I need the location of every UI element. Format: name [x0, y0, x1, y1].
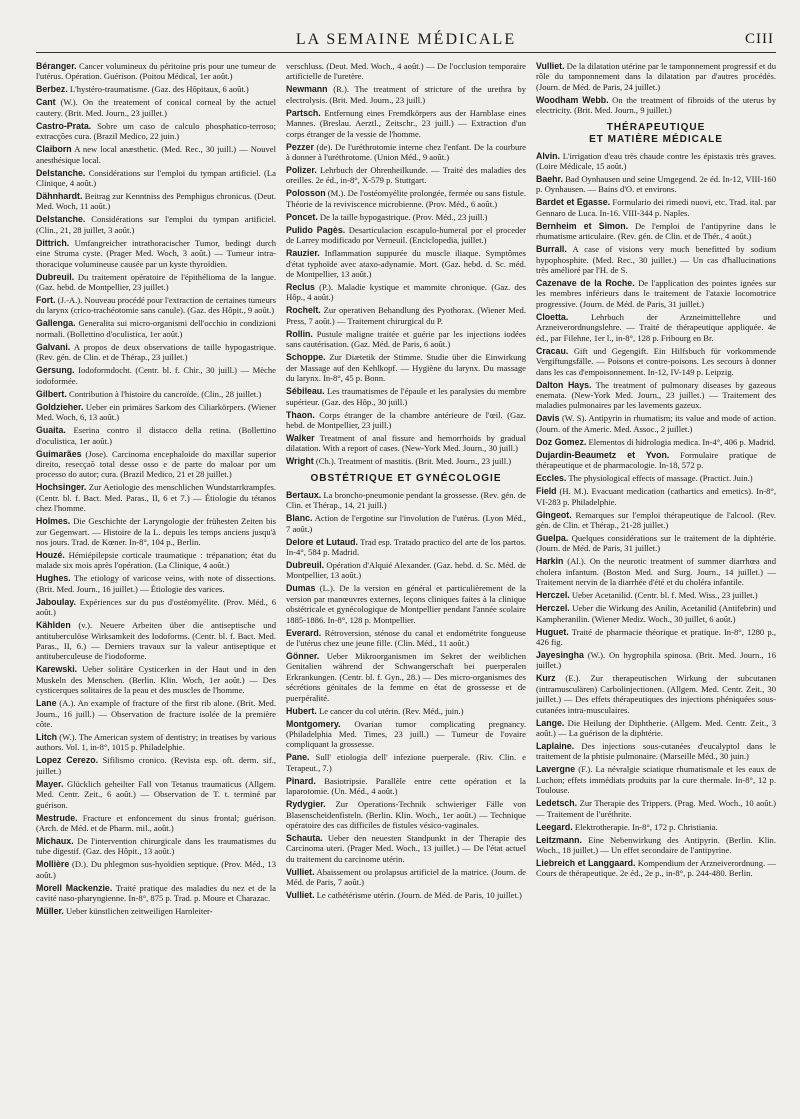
entry-text: Ovarian tumor complicating pregnancy. (Philadelphia Med. Times, 23 juill.) — Tumeur de l'ovaire compliquant la grossesse. [286, 718, 526, 750]
bibliography-entry [36, 859, 276, 880]
author-name: Houzé. [36, 549, 65, 560]
entry-text: Fracture et enfoncement du sinus frontal; guérison. (Arch. de Méd. et de Pharm. mil., août.) [36, 812, 276, 834]
entry-text: (v.). Neuere Arbeiten über die antiseptische und antituberculöse Wirksamkeit des Iodoforms. (Centr. bl. f. Bact. Med. Paras., II, 6.) — Derniers travaux sur la valeur antiseptique et antituberculeuse de l'iodoforme. [36, 620, 276, 662]
author-name: Leegard. [536, 821, 573, 832]
section-heading: OBSTÉTRIQUE ET GYNÉCOLOGIE [310, 472, 502, 484]
author-name: Litch [36, 732, 58, 742]
bibliography-entry [536, 718, 776, 739]
entry-text: (P.). Maladie kystique et mammite chronique. (Gaz. des Hôp., 4 août.) [286, 282, 526, 303]
entry-text: Kompendium der Arzneiverordnung. — Cours de thérapeutique. 2e éd., 2e p., in-8°, p. 244-480. Berlin. [536, 858, 776, 879]
bibliography-entry [286, 833, 526, 864]
entry-text: (W.). On hygrophila spinosa. (Brit. Med. Journ., 16 juillet.) [536, 649, 776, 671]
entry-text: Contribution à l'histoire du cancroïde. (Clin., 28 juillet.) [66, 388, 262, 399]
author-name: Harkin [536, 556, 564, 567]
bibliography-entry [286, 433, 526, 454]
author-name: Ledetsch. [536, 798, 578, 809]
entry-text: (W.). The American system of dentistry; in treatises by various authors. Vol. 1, in-8°, 1015 p. Philadelphie. [36, 732, 276, 753]
entry-text: Sull' etiologia dell' infezione puerperale. (Riv. Clin. e Terapeut., 7.) [286, 752, 526, 773]
entry-text: Elektrotherapie. In-8°, 172 p. Christiania. [572, 821, 718, 832]
bibliography-entry [286, 142, 526, 163]
entry-text: Considérations sur l'emploi du tympan artificiel. (La Clinique, 4 août.) [36, 167, 276, 189]
entry-text: Desarticulacion escapulo-humeral por el proceder de Larrey modificado por Verneuil. (Enciclopedia, juillet.) [286, 224, 526, 246]
bibliography-entry [286, 282, 526, 303]
author-name: Galvani. [36, 341, 71, 352]
author-name: Gönner. [286, 650, 320, 661]
entry-text: L'hystéro-traumatisme. (Gaz. des Hôpitaux, 6 août.) [67, 84, 249, 95]
entry-text: (W.). On the treatement of conical corneal by the actuel cautery. (Brit. Med. Journ., 23 juillet.) [36, 97, 276, 118]
page-number: CIII [745, 31, 774, 47]
bibliography-entry [536, 741, 776, 762]
author-name: Burrall. [536, 244, 567, 255]
bibliography-entry [286, 706, 526, 716]
author-name: Kurz [536, 673, 556, 684]
author-name: Dujardin-Beaumetz et Yvon. [536, 449, 670, 460]
bibliography-entry [536, 486, 776, 507]
bibliography-entry [286, 583, 526, 625]
bibliography-entry [536, 197, 776, 218]
bibliography-entry [536, 174, 776, 195]
entry-text: (E.). Zur therapeutischen Wirkung der subcutanen (intramusculären) Carbolinjectionen. (Allgem. Med. Centr. Zeit., 30 juillet.) — Des effets thérapeutiques des injections phéniquées sous-cutanées intra-musculaires. [536, 673, 776, 715]
author-name: Newmann [286, 84, 328, 95]
bibliography-entry [36, 779, 276, 810]
author-name: Rauzier. [286, 248, 320, 259]
author-name: Blanc. [286, 513, 313, 524]
author-name: Delore et Lutaud. [286, 536, 358, 547]
bibliography-entry [36, 732, 276, 753]
entry-text: De l'emploi de l'antipyrine dans le rhumatisme articulaire. (Rev. gén. de Clin. et de Thér., 4 août.) [536, 220, 776, 242]
entry-text: Ueber den neuesten Standpunkt in der Therapie des Carcinoma uteri. (Prager Med. Woch., 13 juillet.) — De l'état actuel du traitement du carcinome utérin. [286, 833, 526, 864]
entry-text: Die Geschichte der Laryngologie der frühesten Zeiten bis zur Gegenwart. — Histoire de la L. depuis les temps anciens jusqu'à nos jours. Trad. de Kœner. In-8°, 104 p., Berlin. [36, 516, 276, 547]
bibliography-entry [36, 272, 276, 293]
author-name: Cloetta. [536, 311, 569, 322]
entry-text: (H. M.). Evacuant medication (cathartics and emetics). In-8°, VI-283 p. Philadelphie. [536, 486, 776, 507]
author-name: Gilbert. [36, 388, 67, 399]
author-name: Morell Mackenzie. [36, 882, 113, 893]
column-middle [286, 61, 526, 1101]
author-name: Thaon. [286, 409, 315, 420]
entry-text: Trad esp. Tratado practico del arte de los partos. In-4°, 584 p. Madrid. [286, 536, 526, 557]
entry-text: Pustule maligne traitée et guérie par les injections iodées sans cautérisation. (Gaz. Méd. de Paris, 6 août.) [286, 328, 526, 350]
column-right [536, 61, 776, 1101]
author-name: Poncet. [286, 211, 318, 222]
author-name: Schauta. [286, 833, 323, 844]
entry-text: Umfangreicher intrathoracischer Tumor, bedingt durch eine Struma cyste. (Prager Med. Woch, 3 août.) — Tumeur intra-thoracique volumineuse causée par un kyste thyroïdien. [36, 237, 276, 269]
entry-text: (de). De l'uréthrotomie interne chez l'enfant. De la courbure à donner à l'uréthrotome. (Union Méd., 9 août.) [286, 141, 526, 163]
bibliography-entry [36, 573, 276, 594]
entry-text: Action de l'ergotine sur l'involution de l'utérus. (Lyon Méd., 7 août.) [286, 513, 526, 534]
entry-text: Hémiépilepsie corticale traumatique : trépanation; état du malade six mois après l'opération. (La Clinique, 4 août.) [36, 549, 276, 571]
entry-text: Rétroversion, sténose du canal et endométrite fongueuse de l'utérus chez une jeune fille. (Clin. Méd., 11 août.) [286, 627, 526, 648]
bibliography-entry [36, 402, 276, 423]
entry-text: On the treatment of fibroids of the uterus by electricity. (Brit. Med. Journ., 9 juillet.) [536, 94, 776, 116]
author-name: Cracau. [536, 345, 569, 356]
bibliography-entry [536, 278, 776, 309]
bibliography-entry [286, 212, 526, 222]
bibliography-entry [286, 799, 526, 830]
bibliography-entry [286, 776, 526, 797]
bibliography-entry [36, 664, 276, 695]
author-name: Herczel. [536, 603, 570, 614]
entry-text: Glücklich geheilter Fall von Tetanus traumaticus (Allgem. Med. Centr. Zeit., 6 août.) — Observation de T. t. terminé par guérison. [36, 778, 276, 810]
author-name: Claiborn [36, 144, 72, 155]
bibliography-entry [536, 95, 776, 116]
author-name: Lange. [536, 717, 565, 728]
entry-text: Considérations sur l'emploi du tympan artificiel. (Clin., 21, 28 juillet, 3 août.) [36, 214, 276, 235]
author-name: Bertaux. [286, 489, 322, 500]
bibliography-entry [536, 346, 776, 377]
bibliography-entry [536, 450, 776, 471]
bibliography-entry [536, 764, 776, 795]
author-name: Castro-Prata. [36, 120, 92, 131]
author-name: Woodham Webb. [536, 94, 609, 105]
bibliography-entry [36, 389, 276, 399]
bibliography-entry [286, 84, 526, 105]
entry-text: (D.). Du phlegmon sus-hyoïdien septique. (Prov. Méd., 13 août.) [36, 859, 276, 880]
bibliography-entry [36, 550, 276, 571]
bibliography-entry [536, 221, 776, 242]
author-name: Rollin. [286, 328, 313, 339]
bibliography-entry [286, 248, 526, 279]
author-name: Holmes. [36, 516, 71, 527]
bibliography-entry [286, 61, 526, 82]
bibliography-entry [536, 510, 776, 531]
author-name: Field [536, 486, 557, 497]
bibliography-entry [36, 365, 276, 386]
entry-text: A new local anæsthetic. (Med. Rec., 30 juill.) — Nouvel anesthésique local. [36, 144, 276, 165]
bibliography-entry [536, 151, 776, 172]
author-name: Everard. [286, 627, 322, 638]
bibliography-entry [36, 425, 276, 446]
bibliography-entry [286, 490, 526, 511]
bibliography-entry [286, 537, 526, 558]
bibliography-entry [536, 413, 776, 434]
bibliography-entry [36, 97, 276, 118]
author-name: Vulliet. [286, 866, 315, 877]
author-name: Partsch. [286, 107, 321, 118]
author-name: Dubreuil. [36, 271, 75, 282]
bibliography-entry [36, 620, 276, 662]
bibliography-entry [36, 698, 276, 729]
bibliography-entry [286, 225, 526, 246]
author-name: Guelpa. [536, 532, 569, 543]
entry-text: Ueber solitäre Cysticerken in der Haut und in den Muskeln des Menschen. (Berlin. Klin. Woch, 1er août.) — Des cysticerques solitaires de la peau et des muscles de l'homme. [36, 664, 276, 696]
bibliography-entry [36, 61, 276, 82]
bibliography-entry [536, 627, 776, 648]
entry-text: La broncho-pneumonie pendant la grossesse. (Rev. gén. de Clin. et Thérap., 14, 21 juill.) [286, 489, 526, 511]
author-name: Mollière [36, 859, 70, 870]
entry-text: (W. S). Antipyrin in rhumatism; its value and mode of action. (Journ. of the Americ. Med. Assoc., 2 juillet.) [536, 413, 776, 434]
author-name: Montgomery. [286, 718, 341, 729]
bibliography-entry [286, 719, 526, 750]
bibliography-entry [36, 836, 276, 857]
entry-text: Traité pratique des maladies du nez et de la cavité naso-pharyngienne. In-8°, 875 p. Trad. p. Moure et Charazac. [36, 882, 276, 904]
entry-text: Sobre um caso de calculo phosphatico-terroso; extracções cura. (Brazil Medico, 22 juin.) [36, 120, 276, 142]
bibliography-entry [286, 188, 526, 209]
entry-text: Elementos di hidrologia medica. In-4°, 406 p. Madrid. [586, 436, 776, 447]
author-name: Liebreich et Langgaard. [536, 858, 636, 869]
author-name: Cazenave de la Roche. [536, 278, 635, 289]
author-name: Delstanche. [36, 167, 86, 178]
entry-text: Beitrag zur Kenntniss des Pemphigus chronicus. (Deut. Med. Woch, 11 août.) [36, 191, 276, 212]
author-name: Laplaine. [536, 741, 575, 751]
entry-text: Bad Oynhausen und seine Umgegend. 2e éd. In-12, VIII-160 p. Oynhausen. — Bains d'O. et environs. [536, 174, 776, 195]
bibliography-entry [36, 238, 276, 269]
journal-title: LA SEMAINE MÉDICALE [295, 31, 517, 48]
entry-text: Ueber Acetanilid. (Centr. bl. f. Med. Wiss., 23 juillet.) [569, 590, 758, 601]
entry-text: Formulaire pratique de thérapeutique et de pharmacologie. In-18, 572 p. [536, 449, 776, 471]
entry-text: (A.). An example of fracture of the first rib alone. (Brit. Med. Journ., 16 juill.) — Observation de fracture isolée de la première côte. [36, 698, 276, 729]
bibliography-entry [536, 473, 776, 483]
author-name: Mayer. [36, 778, 64, 789]
bibliography-entry [286, 867, 526, 888]
bibliography-entry [286, 752, 526, 773]
bibliography-entry [536, 437, 776, 447]
author-name: Dubreuil. [286, 559, 325, 570]
bibliography-entry [36, 295, 276, 316]
entry-text: (F.). La névralgie sciatique rhumatismale et les eaux de Luchon; effets immédiats produits par la cure thermale. In-8°, 12 p. Toulouse. [536, 764, 776, 796]
entry-text: Expériences sur du pus d'ostéomyélite. (Prov. Méd., 6 août.) [36, 596, 276, 618]
bibliography-entry [536, 835, 776, 856]
author-name: Eccles. [536, 473, 567, 484]
entry-text: Basiotripsie. Parallèle entre cette opération et la laparotomie. (Un. Méd., 4 août.) [286, 775, 526, 797]
author-name: Schoppe. [286, 352, 326, 363]
bibliography-entry [36, 813, 276, 834]
author-name: Dalton Hays. [536, 379, 592, 390]
bibliography-entry [536, 650, 776, 671]
bibliography-entry [36, 214, 276, 235]
author-name: Bardet et Egasse. [536, 197, 611, 208]
entry-text: Du traitement opératoire de l'épithélioma de la langue. (Gaz. hebd. de Montpellier, 23 juillet.) [36, 271, 276, 293]
author-name: Polizer. [286, 165, 317, 176]
author-name: Gallenga. [36, 318, 76, 329]
entry-text: Eine Nebenwirkung des Antipyrin. (Berlin. Klin. Woch., 18 juillet.) — Un effet secondaire de l'antipyrine. [536, 834, 776, 856]
author-name: Jayesingha [536, 649, 584, 660]
bibliography-entry [536, 556, 776, 587]
entry-text: (Al.). On the neurotic treatment of summer diarrhœa and cholera infantum. (Boston Med. and Surg. Journ., 14 juillet.) — Traitement nervin de la diarrhée d'été et du choléra infantile. [536, 556, 776, 588]
author-name: Hughes. [36, 573, 71, 584]
bibliography-entry [536, 533, 776, 554]
author-name: Karewski. [36, 664, 78, 675]
bibliography-entry [286, 329, 526, 350]
bibliography-entry [36, 191, 276, 212]
bibliography-entry [536, 312, 776, 343]
entry-text: Abaissement ou prolapsus artificiel de la matrice. (Journ. de Méd. de Paris, 7 août.) [286, 866, 526, 888]
author-name: Wright [286, 456, 314, 467]
entry-text: Entfernung eines Fremdkörpers aus der Harnblase eines Mannes. (Breslau. Aerztl., Zeitschr., 23 juill.) — Extraction d'un corps étranger de la vessie de l'homme. [286, 107, 526, 139]
bibliography-entry [536, 858, 776, 879]
author-name: Müller. [36, 906, 64, 917]
author-name: Dittrich. [36, 237, 70, 248]
bibliography-entry [36, 755, 276, 776]
author-name: Guimarães [36, 448, 82, 459]
author-name: Pinard. [286, 775, 316, 786]
author-name: Jaboulay. [36, 596, 76, 607]
author-name: Michaux. [36, 836, 74, 847]
author-name: Huguet. [536, 626, 569, 637]
entry-text: verschluss. (Deut. Med. Woch., 4 août.) — De l'occlusion temporaire artificielle de l'uretère. [286, 61, 526, 82]
entry-text: Ueber Mikroorganismen im Sekret der weiblichen Genitalien während der Schwangerschaft bei puerperalen Erkrankungen. (Centr. bl. f. Gyn., 28.) — Des micro-organismes des sécrétions génitales de la femme en état de grossesse et de puerpéralité. [286, 650, 526, 703]
entry-text: Gift und Gegengift. Ein Hilfsbuch für vorkommende Vergiftungsfälle. — Poisons et contre-poisons. Les secours à donner dans les cas d'empoisonnement. In-12, IV-149 p. Leipzig. [536, 345, 776, 377]
bibliography-entry [536, 590, 776, 600]
author-name: Fort. [36, 295, 56, 306]
entry-text: Die Heilung der Diphtherie. (Allgem. Med. Centr. Zeit., 3 août.) — La guérison de la diphtérie. [536, 717, 776, 738]
author-name: Herczel. [536, 590, 570, 601]
author-name: Béranger. [36, 61, 77, 71]
bibliography-entry [286, 410, 526, 431]
author-name: Hubert. [286, 705, 317, 716]
entry-text: Zur Therapie des Trippers. (Prag. Med. Woch., 10 août.) — Traitement de l'uréthrite. [536, 798, 776, 819]
entry-text: De la dilatation utérine par le tamponnement progressif et du rôle du tamponnement dans la dilatation par d'autres procédés. (Journ. de Méd. de Paris, 24 juillet.) [536, 61, 776, 92]
bibliography-entry [286, 513, 526, 534]
author-name: Berbez. [36, 84, 68, 95]
bibliography-entry [286, 456, 526, 466]
author-name: Goldzieher. [36, 401, 84, 412]
entry-text: Iodoformdocht. (Centr. bl. f. Chir., 30 juill.) — Mèche iodoformée. [36, 365, 276, 386]
entry-text: Formulario dei rimedi nuovi, etc. Trad. ital. par Gennaro de Luca. In-16. VIII-344 p. Naples. [536, 197, 776, 218]
author-name: Rydygier. [286, 799, 326, 810]
author-name: Kählden [36, 620, 71, 631]
bibliography-entry [36, 318, 276, 339]
entry-text: Zur Operations-Technik schwieriger Fälle von Blasenscheidenfisteln. (Berlin. Klin. Woch., 1er août.) — Technique opératoire des cas difficiles de fistules vésico-vaginales. [286, 799, 526, 831]
entry-text: De l'application des pointes ignées sur les membres inférieurs dans le traitement de l'ataxie locomotrice progressive. (Journ. de Méd. de Paris, 31 juillet.) [536, 278, 776, 309]
author-name: Vulliet. [536, 61, 565, 71]
author-name: Rochelt. [286, 305, 321, 316]
bibliography-entry [36, 168, 276, 189]
author-name: Leitzmann. [536, 834, 582, 845]
entry-text: L'irrigation d'eau très chaude contre les épistaxis très graves. (Loire Médicale, 15 août.) [536, 150, 776, 172]
entry-text: Inflammation suppurée du muscle iliaque. Symptômes d'état typhoïde avec ataxo-adynamie. Mort. (Gaz. hebd. d. Sc. méd. de Montpellier, 13 août.) [286, 248, 526, 280]
author-name: Hochsinger. [36, 482, 87, 493]
bibliography-entry [286, 165, 526, 186]
bibliography-entry [36, 342, 276, 363]
entry-text: Remarques sur l'emploi thérapeutique de l'alcool. (Rev. gén. de Clin. et Thérap., 21-28 juillet.) [536, 509, 776, 530]
entry-text: (Jose). Carcinoma encephaloide do maxillar superior direito, resecçaõ total desse osso e de parte do maloar por um processo do autor; cura. (Brazil Medico, 21 et 28 juillet.) [36, 448, 276, 480]
bibliography-entry [286, 628, 526, 649]
bibliography-entry [36, 906, 276, 916]
author-name: Cant [36, 97, 56, 108]
author-name: Pulido Pagès. [286, 224, 346, 235]
author-name: Bernheim et Simon. [536, 220, 629, 231]
entry-text: (M.). De l'ostéomyélite prolongée, fermée ou sans fistule. Théorie de la reviviscence microbienne. (Prov. Méd., 6 août.) [286, 188, 526, 209]
entry-text: Ueber die Wirkung des Anilin, Acetanilid (Antifebrin) und Kampheranilin. (Wiener Mediz. Woch., 30 juillet, 6 août.) [536, 603, 776, 624]
entry-text: The treatment of pulmonary diseases by gazeous enemata. (New-York Med. Journ., 23 juillet.) — Traitement des maladies pulmonaires par les lavements gazeux. [536, 379, 776, 411]
columns [36, 61, 776, 1101]
author-name: Lane [36, 698, 57, 709]
bibliography-entry [536, 603, 776, 624]
bibliography-entry [36, 597, 276, 618]
section-heading: THÉRAPEUTIQUE ET MATIÈRE MÉDICALE [589, 121, 723, 145]
author-name: Dähnhardt. [36, 191, 83, 202]
entry-text: Le cancer du col utérin. (Rev. Méd., juin.) [316, 705, 464, 716]
entry-text: Sifilismo cronico. (Revista esp. oft. derm. sif., juillet.) [36, 755, 276, 776]
author-name: Walker [286, 432, 315, 443]
entry-text: Ueber künstlichen zeitweiligen Harnleiter- [63, 906, 213, 917]
entry-text: Opération d'Alquié Alexander. (Gaz. hebd. d. Sc. Méd. de Montpellier, 13 août.) [286, 559, 526, 581]
entry-text: (L.). De la version en général et particulièrement de la version par manœuvres externes, leçons cliniques faites à la clinique obstétricale et gynécologique de Montpellier pendant l'année scolaire 1885-1886. In-8°, 128 p. Montpellier. [286, 583, 526, 625]
entry-text: Corps étranger de la chambre antérieure de l'œil. (Gaz. hebd. de Montpellier, 23 juill.) [286, 409, 526, 430]
entry-text: Cancer volumineux du péritoine pris pour une tumeur de l'utérus. Opération. Guérison. (Poitou Médical, 1er août.) [36, 61, 276, 82]
entry-text: Traité de pharmacie théorique et pratique. In-8°, 1280 p., 426 fig. [536, 626, 776, 647]
bibliography-entry [36, 144, 276, 165]
author-name: Lopez Cerezo. [36, 755, 99, 766]
entry-text: The etiology of varicose veins, with note of dissections. (Brit. Med. Journ., 16 juillet.) — Étiologie des varices. [36, 573, 276, 594]
entry-text: (J.-A.). Nouveau procédé pour l'extraction de certaines tumeurs du larynx (crico-trachéotomie sans canule). (Gaz. des Hôpit., 9 août.) [36, 295, 276, 316]
entry-text: Generalita sui micro-organismi dell'occhio in condizioni normali. (Bollettino d'oculistica, 1er août.) [36, 318, 276, 339]
entry-text: Lehrbuch der Arzneimittellehre und Arzneiverordnungslehre. — Traité de thérapeutique appliquée. 4e éd., par Filehne, 1er l., in-8°, 128 p. Fribourg en Br. [536, 311, 776, 343]
bibliography-entry [286, 560, 526, 581]
bibliography-entry [36, 883, 276, 904]
entry-text: De l'intervention chirurgicale dans les traumatismes du tube digestif. (Gaz. des Hôpit., 13 août.) [36, 836, 276, 857]
author-name: Pezzer [286, 141, 314, 152]
author-name: Guaita. [36, 425, 66, 436]
author-name: Sébileau. [286, 386, 325, 397]
entry-text: Ueber ein primäres Sarkom des Ciliarkörpers. (Wiener Med. Woch, 6, 13 août.) [36, 401, 276, 423]
author-name: Gingeot. [536, 509, 572, 520]
bibliography-entry [36, 121, 276, 142]
bibliography-entry [536, 798, 776, 819]
author-name: Reclus [286, 282, 315, 293]
entry-text: Eserina contro il distacco della retina. (Bollettino d'oculistica, 1er août.) [36, 425, 276, 446]
entry-text: Zur Diætetik der Stimme. Studie über die Einwirkung der Massage auf den Kehlkopf. — Hygiène du larynx. Du massage du larynx. In-8°, 45 p. Bonn. [286, 352, 526, 384]
bibliography-entry [286, 305, 526, 326]
bibliography-entry [36, 516, 276, 547]
page-header [36, 30, 776, 53]
bibliography-entry [36, 482, 276, 513]
author-name: Gersung. [36, 365, 75, 376]
entry-text: A case of visions very much benefitted by sodium hypophosphite. (Med. Rec., 30 juillet.) — Un cas d'hallucinations très amélioré par l'H. de S. [536, 244, 776, 276]
entry-text: Lehrbuch der Ohrenheilkunde. — Traité des maladies des oreilles. 2e éd., in-8°, X-579 p. Stuttgart. [286, 165, 526, 186]
bibliography-entry [286, 352, 526, 383]
entry-text: (R.). The treatment of stricture of the urethra by electrolysis. (Brit. Med. Journ., 23 juill.) [286, 84, 526, 105]
author-name: Davis [536, 413, 560, 424]
author-name: Alvin. [536, 150, 560, 161]
bibliography-entry [286, 890, 526, 900]
author-name: Lavergne [536, 764, 576, 775]
author-name: Baehr. [536, 174, 563, 185]
author-name: Delstanche. [36, 214, 86, 225]
entry-text: Zur operativen Behandlung des Pyothorax. (Wiener Med. Press, 7 août.) — Traitement chirurgical du P. [286, 305, 526, 326]
bibliography-entry [536, 61, 776, 92]
author-name: Mestrude. [36, 812, 78, 823]
bibliography-entry [536, 673, 776, 715]
entry-text: The physiological effects of massage. (Practict. Juin.) [566, 473, 753, 484]
entry-text: Quelques considérations sur le traitement de la diphtérie. (Journ. de Méd. de Paris, 31 juillet.) [536, 532, 776, 554]
author-name: Polosson [286, 188, 326, 199]
entry-text: (Ch.). Treatment of mastitis. (Brit. Med. Journ., 23 juill.) [313, 456, 512, 467]
bibliography-entry [36, 449, 276, 480]
entry-text: A propos de deux observations de taille hypogastrique. (Rev. gén. de Clin. et de Thérap., 23 juillet.) [36, 341, 276, 363]
entry-text: Les traumatismes de l'épaule et les paralysies du membre supérieur. (Gaz. des Hôp., 30 juill.) [286, 386, 526, 407]
author-name: Doz Gomez. [536, 436, 587, 447]
bibliography-entry [286, 651, 526, 703]
author-name: Dumas [286, 583, 316, 594]
entry-text: Des injections sous-cutanées d'eucalyptol dans le traitement de la phtisie pulmonaire. (Marseille Méd., 30 juin.) [536, 741, 776, 762]
entry-text: De la taille hypogastrique. (Prov. Méd., 23 juill.) [317, 211, 488, 222]
bibliography-entry [286, 386, 526, 407]
column-left [36, 61, 276, 1101]
bibliography-entry [36, 84, 276, 94]
entry-text: Zur Aetiologie des menschlichen Wundstarrkrampfes. (Centr. bl. f. Bact. Med. Paras., II, 6 et 7.) — Étiologie du tétanos chez l'homme. [36, 482, 276, 514]
bibliography-entry [536, 822, 776, 832]
bibliography-entry [536, 244, 776, 275]
bibliography-entry [536, 380, 776, 411]
author-name: Vulliet. [286, 890, 315, 901]
bibliography-entry [286, 108, 526, 139]
entry-text: Treatment of anal fissure and hemorrhoids by gradual dilatation. With a report of cases. (New-York Med. Journ., 30 juill.) [286, 432, 526, 454]
author-name: Pane. [286, 752, 310, 763]
entry-text: Le cathétérisme utérin. (Journ. de Méd. de Paris, 10 juillet.) [314, 890, 522, 901]
